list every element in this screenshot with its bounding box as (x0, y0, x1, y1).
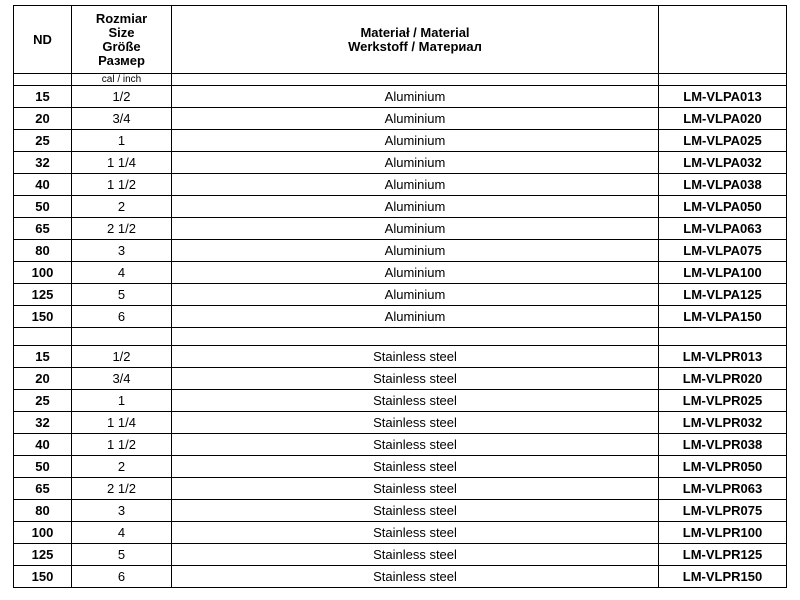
material-cell: Aluminium (172, 306, 659, 328)
nd-cell: 25 (14, 390, 72, 412)
table-row (14, 152, 787, 174)
table-row (14, 306, 787, 328)
product-code-cell: LM-VLPA063 (659, 218, 787, 240)
size-unit: cal / inch (72, 74, 172, 86)
product-code-cell: LM-VLPR063 (659, 478, 787, 500)
table-row (14, 346, 787, 368)
product-code-cell: LM-VLPR013 (659, 346, 787, 368)
size-cell: 1 1/2 (72, 434, 172, 456)
material-cell: Stainless steel (172, 456, 659, 478)
nd-cell: 65 (14, 478, 72, 500)
nd-cell: 40 (14, 434, 72, 456)
material-cell: Stainless steel (172, 522, 659, 544)
header-material-line: Materiał / Material (360, 24, 470, 40)
nd-cell: 32 (14, 152, 72, 174)
material-cell: Stainless steel (172, 346, 659, 368)
separator-cell (14, 328, 72, 346)
table-row (14, 174, 787, 196)
header-size-line: Größe (102, 38, 141, 54)
product-code-cell: LM-VLPA020 (659, 108, 787, 130)
material-cell: Aluminium (172, 196, 659, 218)
product-code-cell: LM-VLPR038 (659, 434, 787, 456)
nd-cell: 65 (14, 218, 72, 240)
product-code-cell: LM-VLPA038 (659, 174, 787, 196)
nd-cell: 20 (14, 108, 72, 130)
nd-cell: 80 (14, 240, 72, 262)
header-nd: ND (14, 6, 72, 74)
size-cell: 2 1/2 (72, 478, 172, 500)
material-cell: Aluminium (172, 262, 659, 284)
table-row (14, 500, 787, 522)
nd-cell: 15 (14, 86, 72, 108)
unit-row (14, 74, 787, 86)
unit-material-cell (172, 74, 659, 86)
size-cell: 5 (72, 284, 172, 306)
table-row (14, 390, 787, 412)
size-cell: 3/4 (72, 108, 172, 130)
table-row (14, 284, 787, 306)
product-code-cell: LM-VLPA025 (659, 130, 787, 152)
product-code-cell: LM-VLPA100 (659, 262, 787, 284)
size-cell: 4 (72, 262, 172, 284)
table-row (14, 130, 787, 152)
size-cell: 6 (72, 566, 172, 588)
table-row (14, 86, 787, 108)
header-material (172, 6, 659, 74)
group-separator-row (14, 328, 787, 346)
product-code-cell: LM-VLPR150 (659, 566, 787, 588)
product-code-cell: LM-VLPA050 (659, 196, 787, 218)
material-cell: Stainless steel (172, 478, 659, 500)
size-cell: 2 1/2 (72, 218, 172, 240)
header-size-line: Размер (98, 52, 145, 68)
product-table (13, 5, 787, 588)
table-row (14, 368, 787, 390)
material-cell: Aluminium (172, 86, 659, 108)
nd-cell: 25 (14, 130, 72, 152)
material-cell: Aluminium (172, 284, 659, 306)
product-code-cell: LM-VLPA032 (659, 152, 787, 174)
size-cell: 6 (72, 306, 172, 328)
size-cell: 1 (72, 390, 172, 412)
material-cell: Stainless steel (172, 390, 659, 412)
size-cell: 2 (72, 456, 172, 478)
nd-cell: 15 (14, 346, 72, 368)
material-cell: Aluminium (172, 152, 659, 174)
table-row (14, 240, 787, 262)
material-cell: Stainless steel (172, 368, 659, 390)
size-cell: 1 (72, 130, 172, 152)
nd-cell: 150 (14, 306, 72, 328)
product-code-cell: LM-VLPR025 (659, 390, 787, 412)
material-cell: Aluminium (172, 174, 659, 196)
size-cell: 3 (72, 500, 172, 522)
material-cell: Stainless steel (172, 434, 659, 456)
separator-cell (72, 328, 172, 346)
table-row (14, 566, 787, 588)
table-row (14, 456, 787, 478)
table-row (14, 412, 787, 434)
product-code-cell: LM-VLPR100 (659, 522, 787, 544)
table-row (14, 478, 787, 500)
size-cell: 1 1/4 (72, 412, 172, 434)
nd-cell: 125 (14, 284, 72, 306)
size-cell: 4 (72, 522, 172, 544)
nd-cell: 100 (14, 262, 72, 284)
nd-cell: 32 (14, 412, 72, 434)
material-cell: Aluminium (172, 108, 659, 130)
product-code-cell: LM-VLPA013 (659, 86, 787, 108)
header-size-line: Size (108, 24, 135, 40)
product-code-cell: LM-VLPR050 (659, 456, 787, 478)
nd-cell: 20 (14, 368, 72, 390)
product-code-cell: LM-VLPR125 (659, 544, 787, 566)
header-size (72, 6, 172, 74)
table-row (14, 544, 787, 566)
product-code-cell: LM-VLPA150 (659, 306, 787, 328)
table-row (14, 108, 787, 130)
table-row (14, 434, 787, 456)
size-cell: 2 (72, 196, 172, 218)
material-cell: Stainless steel (172, 412, 659, 434)
material-cell: Stainless steel (172, 544, 659, 566)
product-code-cell: LM-VLPA125 (659, 284, 787, 306)
nd-cell: 80 (14, 500, 72, 522)
product-code-cell: LM-VLPR032 (659, 412, 787, 434)
nd-cell: 50 (14, 456, 72, 478)
product-code-cell: LM-VLPA075 (659, 240, 787, 262)
material-cell: Stainless steel (172, 566, 659, 588)
size-cell: 5 (72, 544, 172, 566)
separator-cell (172, 328, 659, 346)
material-cell: Aluminium (172, 130, 659, 152)
size-cell: 1 1/2 (72, 174, 172, 196)
nd-cell: 40 (14, 174, 72, 196)
size-cell: 1/2 (72, 86, 172, 108)
table-row (14, 522, 787, 544)
header-code (659, 6, 787, 74)
header-row (14, 6, 787, 74)
header-material-line: Werkstoff / Материал (348, 38, 482, 54)
unit-nd-cell (14, 74, 72, 86)
product-table-body (14, 6, 787, 588)
nd-cell: 100 (14, 522, 72, 544)
table-row (14, 218, 787, 240)
material-cell: Stainless steel (172, 500, 659, 522)
table-row (14, 196, 787, 218)
product-code-cell: LM-VLPR020 (659, 368, 787, 390)
size-cell: 3 (72, 240, 172, 262)
nd-cell: 150 (14, 566, 72, 588)
nd-cell: 50 (14, 196, 72, 218)
separator-cell (659, 328, 787, 346)
size-cell: 3/4 (72, 368, 172, 390)
size-cell: 1/2 (72, 346, 172, 368)
table-row (14, 262, 787, 284)
size-cell: 1 1/4 (72, 152, 172, 174)
unit-code-cell (659, 74, 787, 86)
product-code-cell: LM-VLPR075 (659, 500, 787, 522)
nd-cell: 125 (14, 544, 72, 566)
header-size-line: Rozmiar (95, 10, 148, 26)
material-cell: Aluminium (172, 218, 659, 240)
material-cell: Aluminium (172, 240, 659, 262)
